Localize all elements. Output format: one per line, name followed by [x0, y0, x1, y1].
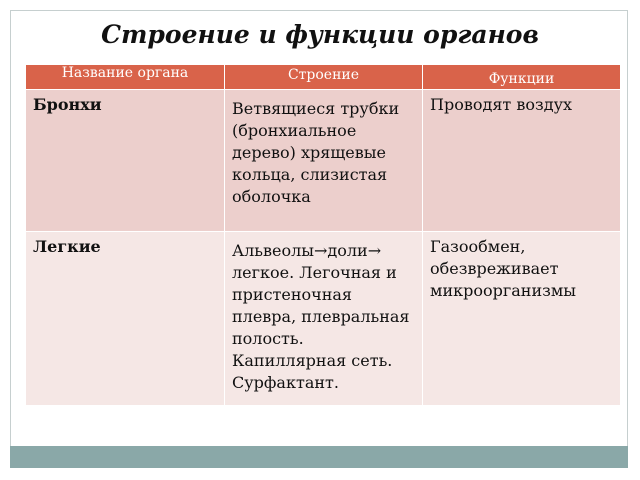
structure-cell: Альвеолы→доли→ легкое. Легочная и пристеночная плевра, плевральная полость. Капиллярная сеть. Сурфактант. [225, 232, 423, 406]
slide-title: Строение и функции органов [101, 20, 539, 49]
table-header-row [26, 65, 621, 90]
header-structure: Строение [225, 65, 423, 90]
slide-footer-bar [10, 446, 628, 468]
organs-table [25, 64, 621, 406]
table-row [26, 90, 621, 232]
table-row [26, 232, 621, 406]
organ-name-cell: Бронхи [26, 90, 225, 232]
header-functions: Функции [423, 65, 621, 90]
structure-cell: Ветвящиеся трубки (бронхиальное дерево) хрящевые кольца, слизистая оболочка [225, 90, 423, 232]
functions-cell: Проводят воздух [423, 90, 621, 232]
header-organ-name: Название органа [26, 65, 225, 90]
functions-cell: Газообмен, обезвреживает микроорганизмы [423, 232, 621, 406]
organ-name-cell: Легкие [26, 232, 225, 406]
